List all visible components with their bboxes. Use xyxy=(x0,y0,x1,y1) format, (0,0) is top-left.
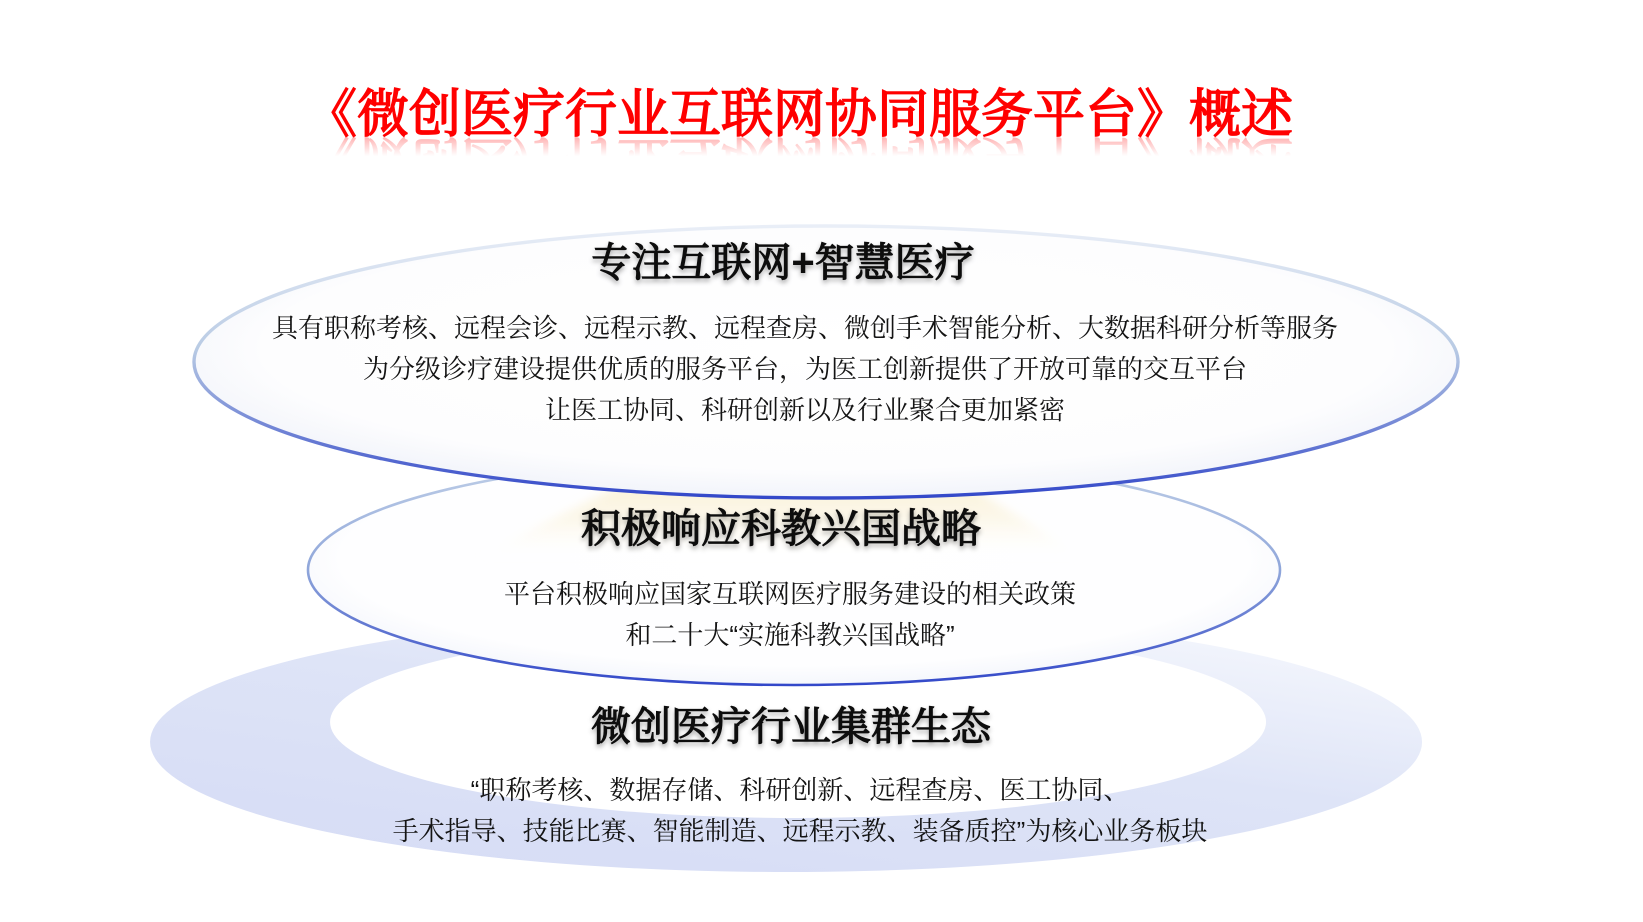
section-body-cluster-ecosystem xyxy=(393,770,1208,852)
slide-title: 《微创医疗行业互联网协同服务平台》概述 xyxy=(304,86,1294,144)
body-line: 和二十大“实施科教兴国战略” xyxy=(625,620,955,650)
body-line: 为分级诊疗建设提供优质的服务平台，为医工创新提供了开放可靠的交互平台 xyxy=(362,354,1248,384)
body-line: “职称考核、数据存储、科研创新、远程查房、医工协同、 xyxy=(470,775,1130,805)
section-title-internet-smart-medical: 专注互联网+智慧医疗 xyxy=(591,241,975,285)
body-line: 具有职称考核、远程会诊、远程示教、远程查房、微创手术智能分析、大数据科研分析等服务 xyxy=(271,313,1339,343)
section-body-internet-smart-medical xyxy=(272,308,1338,431)
section-title-cluster-ecosystem: 微创医疗行业集群生态 xyxy=(591,705,991,749)
section-body-science-education-strategy xyxy=(504,574,1076,656)
body-line: 让医工协同、科研创新以及行业聚合更加紧密 xyxy=(544,395,1066,425)
body-line: 手术指导、技能比赛、智能制造、远程示教、装备质控”为核心业务板块 xyxy=(392,816,1208,846)
section-title-science-education-strategy: 积极响应科教兴国战略 xyxy=(581,507,981,551)
body-line: 平台积极响应国家互联网医疗服务建设的相关政策 xyxy=(503,579,1077,609)
